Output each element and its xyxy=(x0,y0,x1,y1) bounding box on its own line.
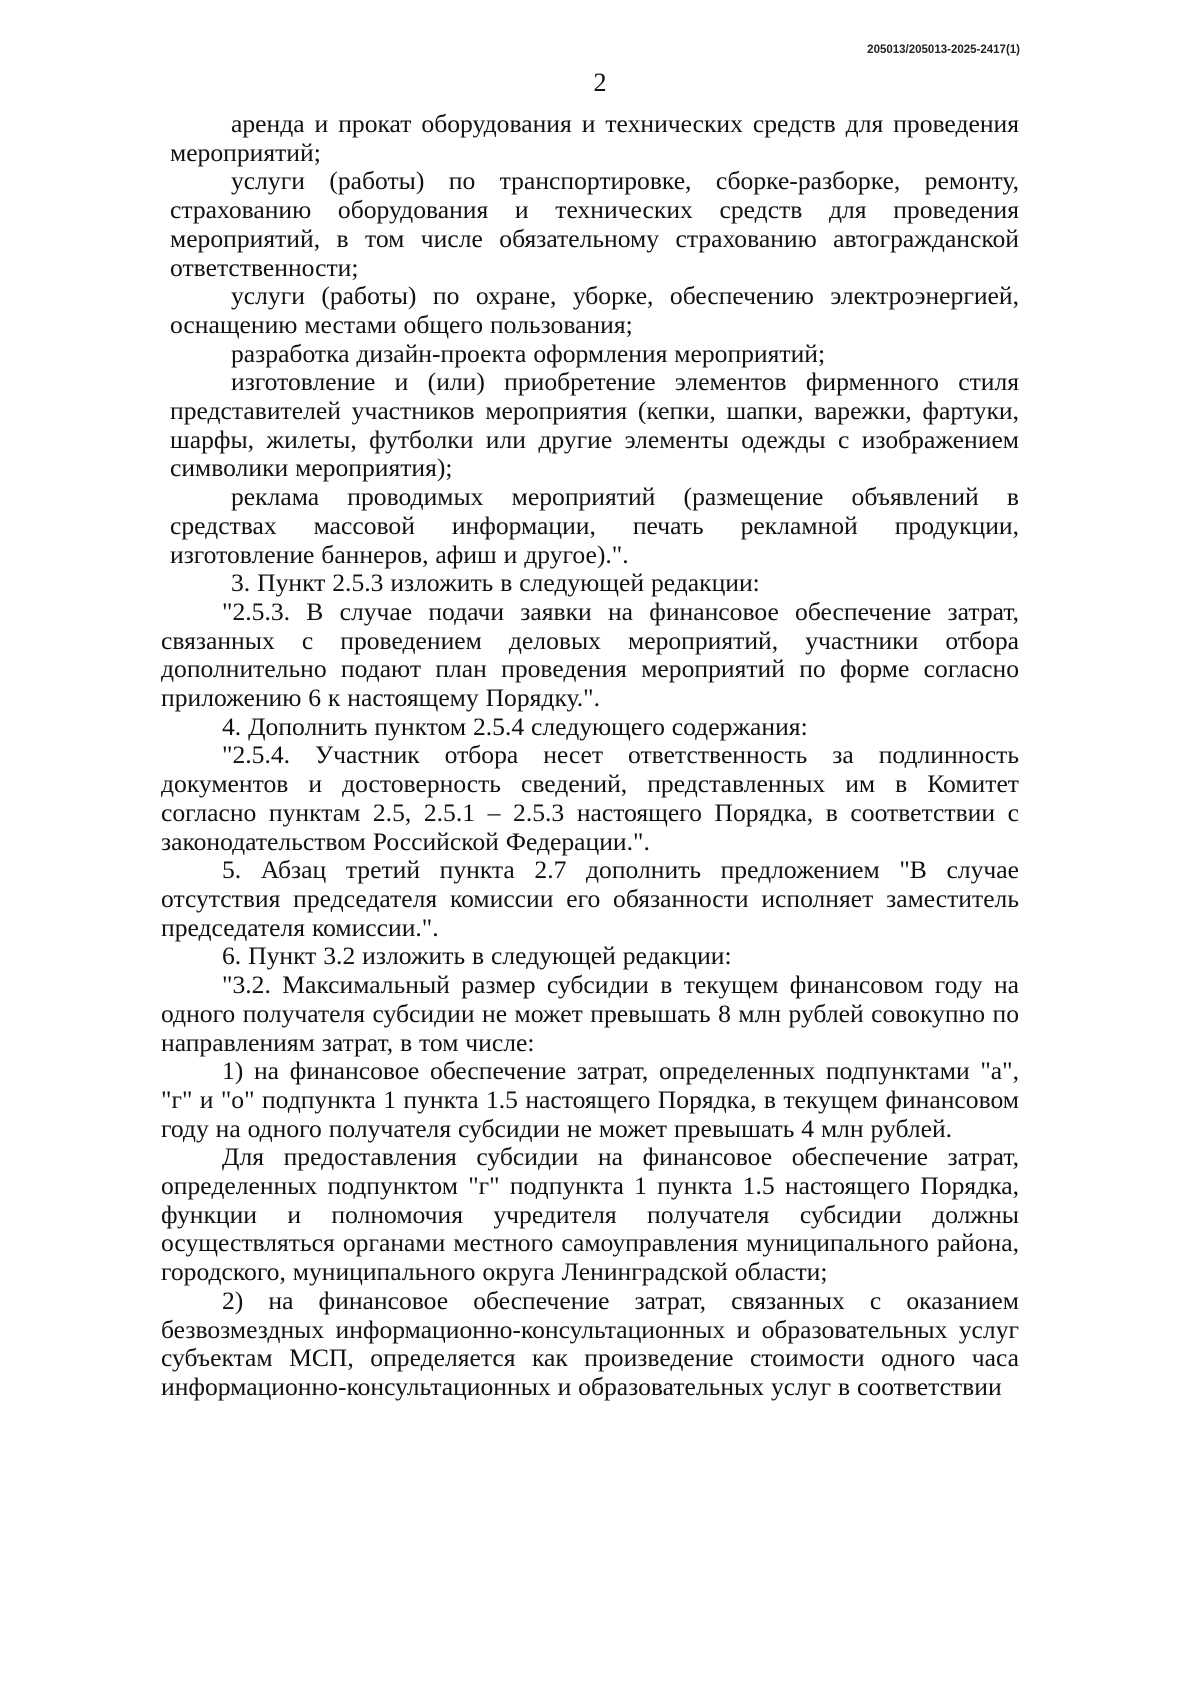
paragraph: "3.2. Максимальный размер субсидии в текущем финансовом году на одного получателя субсидии не может превышать 8 млн рублей совокупно по направлениям затрат, в том числе: xyxy=(161,970,1019,1057)
paragraph: Для предоставления субсидии на финансовое обеспечение затрат, определенных подпунктом "г" подпункта 1 пункта 1.5 настоящего Порядка, функции и полномочия учредителя получателя субсидии должны осуществляться органами местного самоуправления муниципального района, городского, муниципального округа Ленинградской области; xyxy=(161,1142,1019,1287)
paragraph: 3. Пункт 2.5.3 изложить в следующей редакции: xyxy=(231,568,760,598)
paragraph: "2.5.3. В случае подачи заявки на финансовое обеспечение затрат, связанных с проведением деловых мероприятий, участники отбора дополнительно подают план проведения мероприятий по форме согласно приложению 6 к настоящему Порядку.". xyxy=(161,596,1019,713)
document-body xyxy=(161,109,1019,1402)
paragraph: реклама проводимых мероприятий (размещение объявлений в средствах массовой информации, печать рекламной продукции, изготовление баннеров, афиш и другое).". xyxy=(170,482,1019,569)
paragraph: 1) на финансовое обеспечение затрат, определенных подпунктами "а", "г" и "о" подпункта 1 пункта 1.5 настоящего Порядка, в текущем финансовом году на одного получателя субсидии не может превышать 4 млн рублей. xyxy=(161,1056,1019,1143)
paragraph: 4. Дополнить пунктом 2.5.4 следующего содержания: xyxy=(222,711,808,741)
paragraph: изготовление и (или) приобретение элементов фирменного стиля представителей участников мероприятия (кепки, шапки, варежки, фартуки, шарфы, жилеты, футболки или другие элементы одежды с изображением символики мероприятия); xyxy=(170,367,1019,483)
paragraph: 6. Пункт 3.2 изложить в следующей редакции: xyxy=(222,941,732,971)
paragraph: услуги (работы) по транспортировке, сборке-разборке, ремонту, страхованию оборудования и технических средств для проведения мероприятий, в том числе обязательному страхованию автогражданской ответственности; xyxy=(170,166,1019,282)
document-id: 205013/205013-2025-2417(1) xyxy=(867,44,1020,56)
paragraph: 5. Абзац третий пункта 2.7 дополнить предложением "В случае отсутствия председателя комиссии его обязанности исполняет заместитель председателя комиссии.". xyxy=(161,855,1019,942)
paragraph: разработка дизайн-проекта оформления мероприятий; xyxy=(231,338,826,368)
page-number: 2 xyxy=(593,68,607,97)
paragraph: 2) на финансовое обеспечение затрат, связанных с оказанием безвозмездных информационно-консультационных и образовательных услуг субъектам МСП, определяется как произведение стоимости одного часа информационно-консультационных и образовательных услуг в соответствии xyxy=(161,1285,1019,1401)
paragraph: услуги (работы) по охране, уборке, обеспечению электроэнергией, оснащению местами общего пользования; xyxy=(170,281,1019,339)
paragraph: аренда и прокат оборудования и технических средств для проведения мероприятий; xyxy=(170,109,1019,167)
paragraph: "2.5.4. Участник отбора несет ответственность за подлинность документов и достоверность сведений, представленных им в Комитет согласно пунктам 2.5, 2.5.1 – 2.5.3 настоящего Порядка, в соответствии с законодательством Российской Федерации.". xyxy=(161,740,1019,856)
